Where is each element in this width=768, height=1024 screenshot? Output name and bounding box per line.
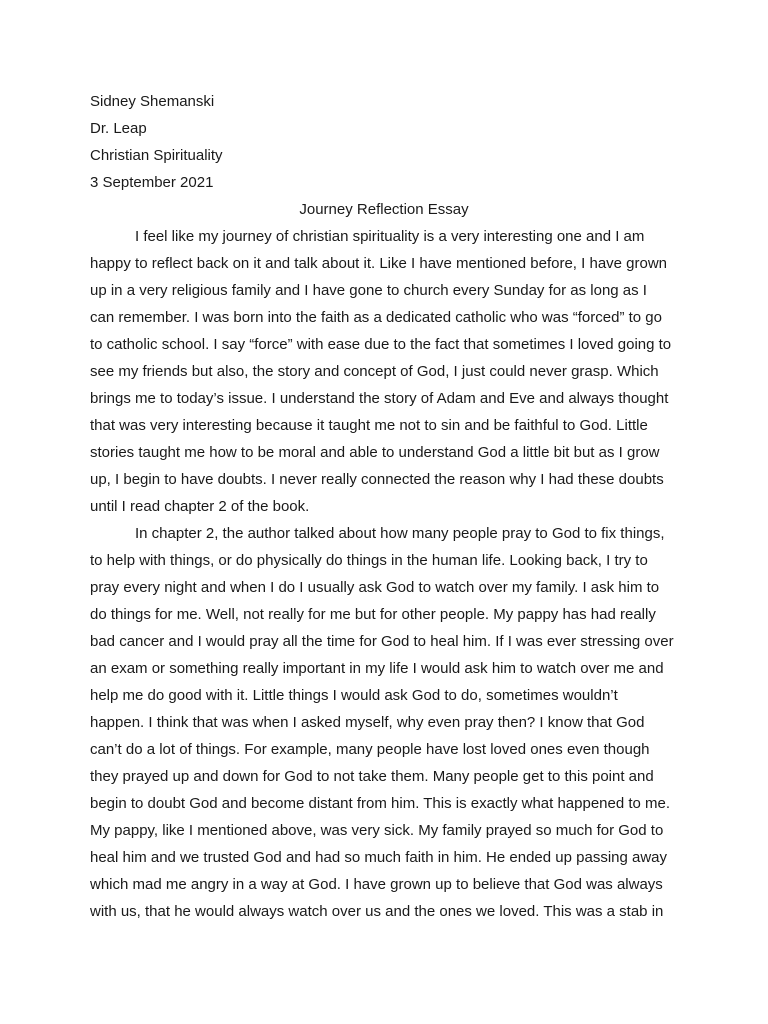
- text-line: they prayed up and down for God to not take them. Many people get to this point and: [90, 768, 654, 785]
- text-line: bad cancer and I would pray all the time for God to heal him. If I was ever stressing over: [90, 633, 674, 650]
- text-line: do things for me. Well, not really for me but for other people. My pappy has had really: [90, 606, 656, 623]
- text-line: pray every night and when I do I usually ask God to watch over my family. I ask him to: [90, 579, 660, 596]
- text-line: stories taught me how to be moral and able to understand God a little bit but as I grow: [90, 444, 660, 461]
- text-line: brings me to today’s issue. I understand the story of Adam and Eve and always thought: [90, 390, 669, 407]
- author-name: Sidney Shemanski: [90, 93, 215, 110]
- text-line: up in a very religious family and I have gone to church every Sunday for as long as I: [90, 282, 647, 299]
- text-line: My pappy, like I mentioned above, was very sick. My family prayed so much for God to: [90, 822, 664, 839]
- text-line: begin to doubt God and become distant from him. This is exactly what happened to me.: [90, 795, 671, 812]
- text-line: happen. I think that was when I asked myself, why even pray then? I know that God: [90, 714, 645, 731]
- text-line: I feel like my journey of christian spirituality is a very interesting one and I am: [135, 228, 645, 245]
- essay-title: Journey Reflection Essay: [299, 201, 469, 218]
- text-line: help me do good with it. Little things I would ask God to do, sometimes wouldn’t: [90, 687, 618, 704]
- instructor-name: Dr. Leap: [90, 120, 147, 137]
- text-line: until I read chapter 2 of the book.: [90, 498, 310, 515]
- essay-date: 3 September 2021: [90, 174, 214, 191]
- text-line: can remember. I was born into the faith as a dedicated catholic who was “forced” to go: [90, 309, 662, 326]
- text-line: heal him and we trusted God and had so much faith in him. He ended up passing away: [90, 849, 668, 866]
- text-line: can’t do a lot of things. For example, many people have lost loved ones even though: [90, 741, 650, 758]
- text-line: that was very interesting because it taught me not to sin and be faithful to God. Little: [90, 417, 648, 434]
- text-line: an exam or something really important in my life I would ask him to watch over me and: [90, 660, 664, 677]
- text-line: to catholic school. I say “force” with ease due to the fact that sometimes I loved going to: [90, 336, 672, 353]
- text-line: see my friends but also, the story and concept of God, I just could never grasp. Which: [90, 363, 659, 380]
- text-line: up, I begin to have doubts. I never really connected the reason why I had these doubts: [90, 471, 664, 488]
- text-line: happy to reflect back on it and talk about it. Like I have mentioned before, I have grown: [90, 255, 668, 272]
- text-line: to help with things, or do physically do things in the human life. Looking back, I try to: [90, 552, 648, 569]
- text-line: with us, that he would always watch over us and the ones we loved. This was a stab in: [90, 903, 664, 920]
- text-line: which mad me angry in a way at God. I have grown up to believe that God was always: [90, 876, 663, 893]
- course-name: Christian Spirituality: [90, 147, 223, 164]
- text-line: In chapter 2, the author talked about how many people pray to God to fix things,: [135, 525, 665, 542]
